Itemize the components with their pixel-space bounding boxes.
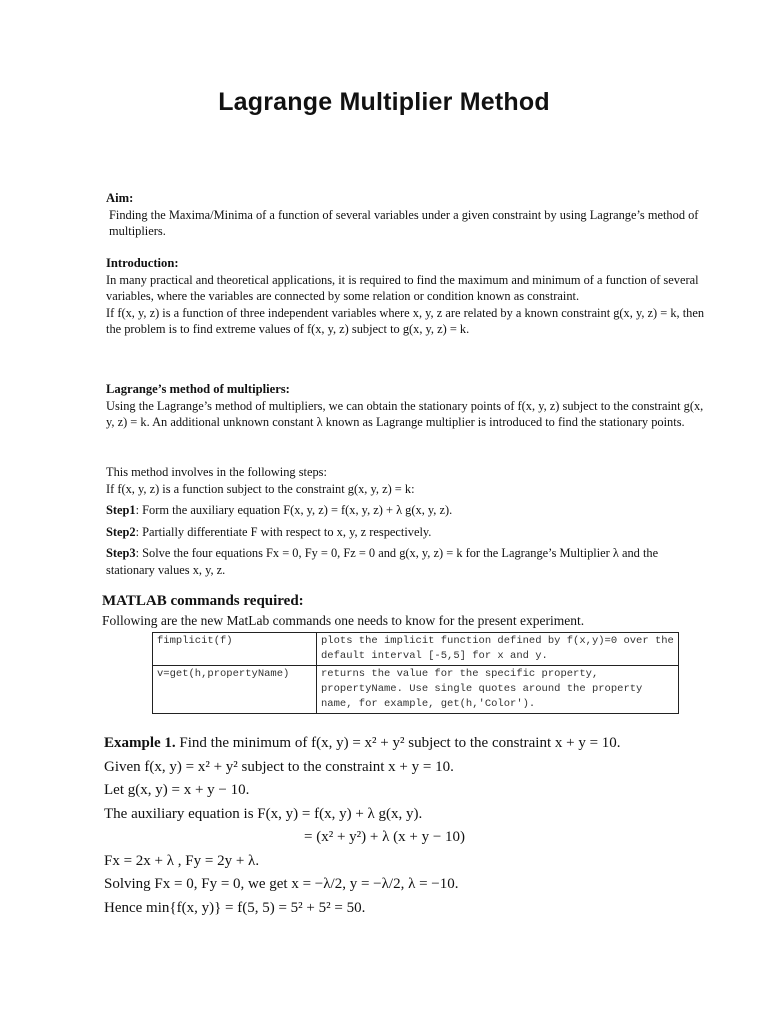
- step-2-text: : Partially differentiate F with respect to x, y, z respectively.: [135, 524, 432, 539]
- command-cell: v=get(h,propertyName): [153, 666, 317, 714]
- example-section: [104, 732, 704, 920]
- example-let: Let g(x, y) = x + y − 10.: [104, 782, 250, 798]
- matlab-commands-table: [152, 632, 679, 714]
- step-1: [106, 502, 706, 519]
- matlab-intro: Following are the new MatLab commands one needs to know for the present experiment.: [102, 613, 585, 628]
- steps-section: [106, 464, 706, 578]
- introduction-paragraph-2: If f(x, y, z) is a function of three independent variables where x, y, z are related by a known constraint g(x, y, z) = k, then the problem is to find extreme values of f(x, y, z) subject to g(x, y, z) = k.: [106, 305, 705, 336]
- step-2: [106, 524, 706, 541]
- step-1-label: Step1: [106, 503, 136, 517]
- description-cell: returns the value for the specific property, propertyName. Use single quotes around the property name, for example, get(h,'Color').: [317, 666, 679, 714]
- steps-condition: If f(x, y, z) is a function subject to the constraint g(x, y, z) = k:: [106, 481, 415, 496]
- steps-intro: This method involves in the following steps:: [106, 465, 327, 479]
- matlab-section: [102, 593, 722, 629]
- lagrange-method-paragraph: Using the Lagrange’s method of multipliers, we can obtain the stationary points of f(x, y, z) subject to the constraint g(x, y, z) = k. An additional unknown constant λ known as Lagrange multiplier is introduced to find the stationary points.: [106, 398, 704, 429]
- step-2-label: Step2: [106, 524, 136, 539]
- table-row: [153, 666, 679, 714]
- step-3: [106, 545, 706, 578]
- aim-text: Finding the Maxima/Minima of a function of several variables under a given constraint by using Lagrange’s method of multipliers.: [109, 207, 699, 238]
- table-row: [153, 633, 679, 666]
- aim-heading: Aim:: [106, 191, 134, 205]
- example-label: Example 1.: [104, 735, 176, 751]
- lagrange-method-heading: Lagrange’s method of multipliers:: [106, 382, 290, 396]
- description-cell: plots the implicit function defined by f(x,y)=0 over the default interval [-5,5] for x and y.: [317, 633, 679, 666]
- step-3-label: Step3: [106, 546, 136, 560]
- introduction-section: [106, 255, 706, 338]
- page-title: Lagrange Multiplier Method: [218, 88, 550, 116]
- example-aux-line-2: = (x² + y²) + λ (x + y − 10): [304, 829, 466, 845]
- example-given: Given f(x, y) = x² + y² subject to the constraint x + y = 10.: [104, 758, 454, 775]
- step-3-text: : Solve the four equations Fx = 0, Fy = 0, Fz = 0 and g(x, y, z) = k for the Lagrange’s Multiplier λ and the stationary values x, y, z.: [106, 546, 659, 577]
- example-statement: [104, 732, 704, 756]
- step-1-text: : Form the auxiliary equation F(x, y, z) = f(x, y, z) + λ g(x, y, z).: [135, 503, 453, 517]
- command-cell: fimplicit(f): [153, 633, 317, 666]
- introduction-paragraph-1: In many practical and theoretical applications, it is required to find the maximum and minimum of a function of several variables, where the variables are connected by some relation or condition known as constraint.: [106, 272, 699, 303]
- example-solving: Solving Fx = 0, Fy = 0, we get x = −λ/2, y = −λ/2, λ = −10.: [104, 876, 459, 892]
- aim-section: [106, 190, 706, 240]
- introduction-heading: Introduction:: [106, 256, 179, 270]
- example-partials: Fx = 2x + λ , Fy = 2y + λ.: [104, 852, 260, 869]
- lagrange-method-section: [106, 381, 706, 431]
- example-statement-text: Find the minimum of f(x, y) = x² + y² subject to the constraint x + y = 10.: [179, 735, 621, 751]
- example-result: Hence min{f(x, y)} = f(5, 5) = 5² + 5² = 50.: [104, 899, 366, 916]
- example-aux-line-1: The auxiliary equation is F(x, y) = f(x, y) + λ g(x, y).: [104, 805, 423, 822]
- matlab-heading: MATLAB commands required:: [102, 593, 304, 609]
